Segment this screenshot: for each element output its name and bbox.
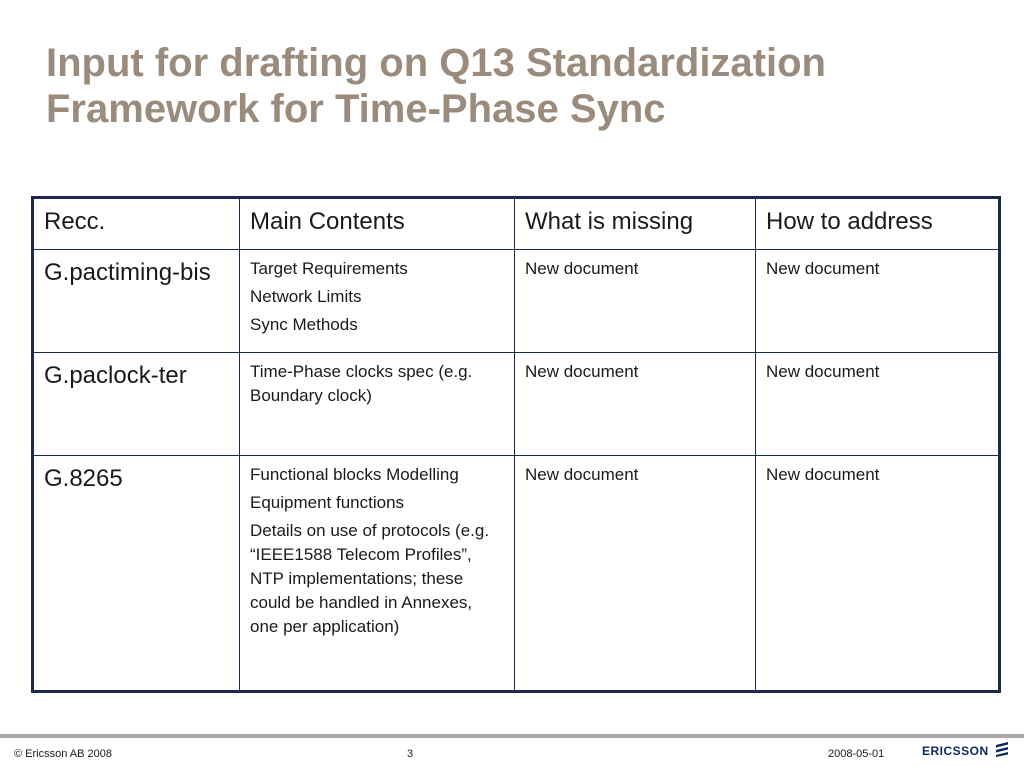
- cell-how-to-address: [756, 353, 1000, 456]
- cell-main-contents: [240, 456, 515, 692]
- table-row: [33, 250, 1000, 353]
- cell-recc: [33, 353, 240, 456]
- content-item: Equipment functions: [250, 493, 405, 512]
- cell-main-contents: [240, 250, 515, 353]
- header-recc: Recc.: [33, 198, 240, 250]
- content-item: Details on use of protocols (e.g. “IEEE1588 Telecom Profiles”, NTP implementations; these could be handled in Annexes, one per application): [250, 521, 490, 636]
- missing-value: New document: [525, 259, 639, 278]
- footer-page-number: 3: [407, 748, 414, 760]
- slide-title-line-2: Framework for Time-Phase Sync: [46, 87, 666, 131]
- cell-recc: [33, 456, 240, 692]
- table-header-row: [33, 198, 1000, 250]
- table-row: [33, 456, 1000, 692]
- recc-label: G.pactiming-bis: [44, 259, 211, 286]
- cell-how-to-address: [756, 250, 1000, 353]
- recc-label: G.paclock-ter: [44, 362, 187, 389]
- cell-what-is-missing: [515, 456, 756, 692]
- content-item: Time-Phase clocks spec (e.g. Boundary clock): [250, 362, 473, 405]
- address-value: New document: [766, 259, 880, 278]
- slide-title-line-1: Input for drafting on Q13 Standardization: [46, 41, 826, 85]
- cell-what-is-missing: [515, 250, 756, 353]
- header-how-to-address: How to address: [756, 198, 1000, 250]
- slide-title: [46, 40, 1006, 132]
- missing-value: New document: [525, 362, 639, 381]
- footer-date: 2008-05-01: [828, 748, 885, 760]
- footer-divider: [0, 734, 1024, 738]
- address-value: New document: [766, 465, 880, 484]
- recc-label: G.8265: [44, 465, 123, 492]
- header-what-is-missing: What is missing: [515, 198, 756, 250]
- missing-value: New document: [525, 465, 639, 484]
- address-value: New document: [766, 362, 880, 381]
- content-item: Network Limits: [250, 287, 362, 306]
- footer-copyright: © Ericsson AB 2008: [14, 748, 112, 760]
- cell-recc: [33, 250, 240, 353]
- content-item: Sync Methods: [250, 315, 358, 334]
- ericsson-logo: [922, 742, 1009, 760]
- cell-how-to-address: [756, 456, 1000, 692]
- recommendations-table: [31, 196, 1001, 693]
- ericsson-logo-icon: [995, 741, 1009, 762]
- content-item: Functional blocks Modelling: [250, 465, 459, 484]
- table-row: [33, 353, 1000, 456]
- logo-text: ERICSSON: [922, 744, 989, 758]
- cell-main-contents: [240, 353, 515, 456]
- cell-what-is-missing: [515, 353, 756, 456]
- header-main-contents: Main Contents: [240, 198, 515, 250]
- content-item: Target Requirements: [250, 259, 408, 278]
